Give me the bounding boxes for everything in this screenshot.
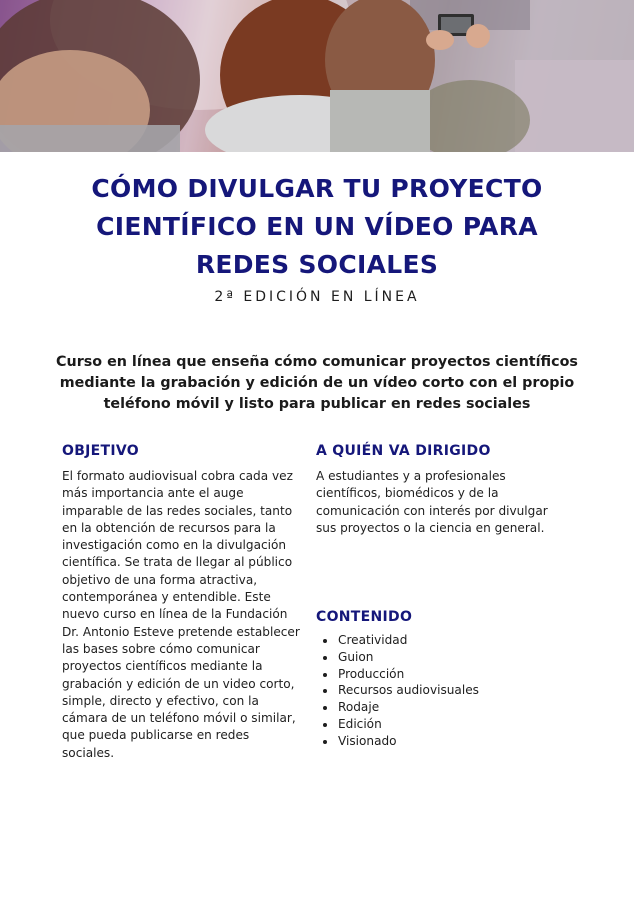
objetivo-text (62, 468, 300, 762)
list-item: Rodaje (316, 699, 479, 716)
list-item: Creatividad (316, 632, 479, 649)
text-line: investigación como en la divulgación (62, 538, 287, 553)
text-line: A estudiantes y a profesionales (316, 469, 506, 483)
text-line: simple, directo y efectivo, con la (62, 693, 259, 708)
text-line: El formato audiovisual cobra cada vez (62, 469, 293, 483)
text-line: científicos, biomédicos y de la (316, 486, 499, 501)
hero-photo (0, 0, 634, 152)
contenido-list (316, 632, 479, 750)
title-line: CIENTÍFICO EN UN VÍDEO PARA (96, 212, 538, 241)
text-line: más importancia ante el auge (62, 486, 244, 501)
intro-summary (40, 352, 594, 415)
text-line: Dr. Antonio Esteve pretende establecer (62, 624, 300, 639)
text-line: científica. Se trata de llegar al público (62, 555, 293, 570)
text-line: en la obtención de recursos para la (62, 520, 276, 535)
list-item: Recursos audiovisuales (316, 682, 479, 699)
text-line: las bases sobre cómo comunicar (62, 641, 260, 656)
edition-subtitle: 2ª EDICIÓN EN LÍNEA (214, 289, 420, 305)
title-line: CÓMO DIVULGAR TU PROYECTO (91, 174, 543, 203)
objetivo-heading: OBJETIVO (62, 443, 139, 459)
text-line: cámara de un teléfono móvil o similar, (62, 711, 296, 726)
text-line: sus proyectos o la ciencia en general. (316, 520, 545, 535)
dirigido-heading: A QUIÉN VA DIRIGIDO (316, 443, 491, 459)
hero-photo-illustration (0, 0, 634, 152)
text-line: contemporánea y entendible. Este (62, 590, 271, 605)
list-item: Guion (316, 649, 479, 666)
list-item: Edición (316, 716, 479, 733)
title-line: REDES SOCIALES (195, 250, 439, 279)
text-line: nuevo curso en línea de la Fundación (62, 607, 288, 622)
list-item: Producción (316, 666, 479, 683)
intro-line: mediante la grabación y edición de un vídeo corto con el propio (59, 375, 575, 391)
contenido-heading: CONTENIDO (316, 609, 413, 625)
intro-line: Curso en línea que enseña cómo comunicar proyectos científicos (56, 354, 578, 370)
text-line: objetivo de una forma atractiva, (62, 572, 258, 587)
text-line: comunicación con interés por divulgar (316, 503, 548, 518)
text-line: grabación y edición de un video corto, (62, 676, 295, 691)
text-line: sociales. (62, 745, 115, 760)
text-line: que pueda publicarse en redes (62, 728, 250, 743)
text-line: imparable de las redes sociales, tanto (62, 503, 293, 518)
intro-line: teléfono móvil y listo para publicar en redes sociales (103, 396, 531, 412)
list-item: Visionado (316, 733, 479, 750)
text-line: proyectos científicos mediante la (62, 659, 263, 674)
dirigido-text (316, 468, 548, 537)
page-title (0, 170, 634, 284)
